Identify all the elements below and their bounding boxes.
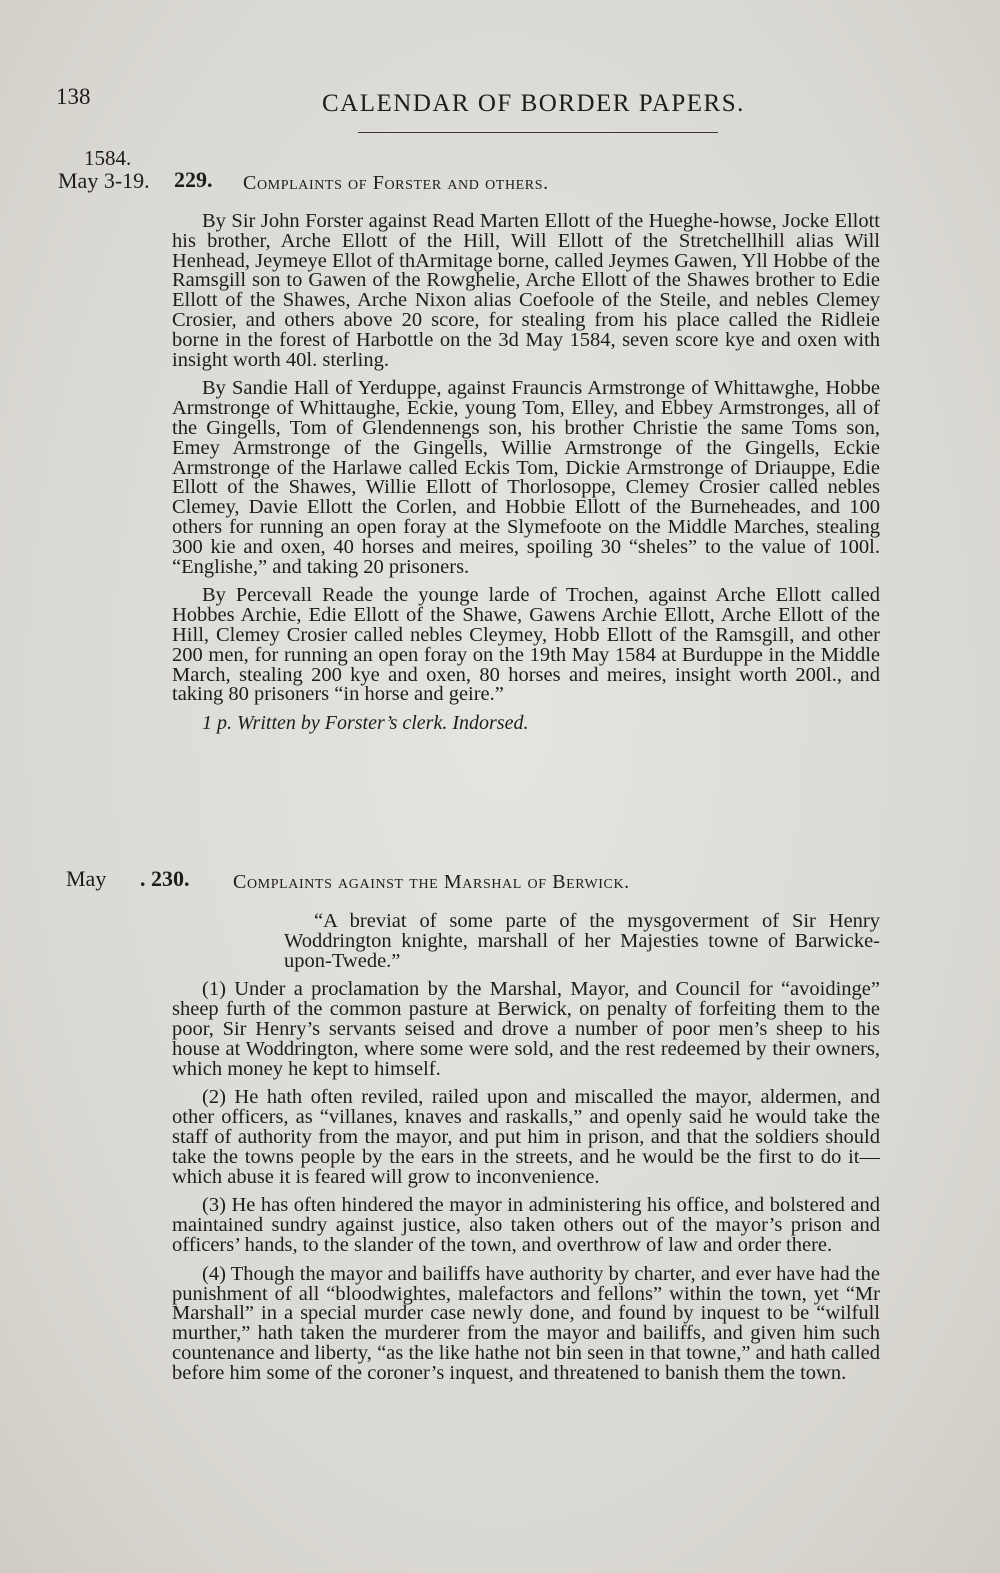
entry-number: . 230.: [140, 866, 190, 891]
entry-paragraph: By Sir John Forster against Read Marten Ellott of the Hueghe-howse, Jocke Ellott his brother, Arche Ellott of the Hill, Will Ellott of the Stretchellhill alias Will Henhead, Jeymeye Ellot of thArmitage borne, called Jeymes Gawen, Yll Hobbe of the Ramsgill son to Gawen of the Rowghelie, Arche Ellott of the Shawes brother to Edie Ellott of the Shawes, Arche Nixon alias Coefoole of the Steile, and nebles Clemey Crosier, and others above 20 score, for stealing from his place called the Ridleie borne in the forest of Harbottle on the 3d May 1584, seven score kye and oxen with insight worth 40l. sterling.: [172, 210, 880, 371]
entry-note: 1 p. Written by Forster’s clerk. Indorsed.: [202, 712, 529, 735]
entry-body: [172, 212, 880, 743]
year-label: 1584.: [84, 146, 132, 170]
entry-title: Complaints against the Marshal of Berwick.: [233, 871, 630, 893]
entry-date: May 3-19.: [58, 168, 150, 193]
entry-title: Complaints of Forster and others.: [243, 172, 549, 194]
entry-quote: “A breviat of some parte of the mysgoverment of Sir Henry Woddrington knighte, marshall of her Majesties towne of Barwicke-upon-Twede.”: [284, 910, 880, 972]
running-title: CALENDAR OF BORDER PAPERS.: [322, 90, 745, 117]
running-head: [56, 84, 936, 124]
header-rule: [358, 132, 718, 133]
entry-paragraph: (4) Though the mayor and bailiffs have authority by charter, and ever have had the punishment of all “bloodwightes, malefactors and fellons” within the town, yet “Mr Marshall” in a special murder case newly done, and found by inquest to be “wilfull murther,” hath taken the murderer from the mayor and bailiffs, and given him such countenance and liberty, “as the like hathe not bin seen in that towne,” and hath called before him some of the coroner’s inquest, and threatened to banish them the town.: [172, 1262, 880, 1384]
entry-paragraph: (1) Under a proclamation by the Marshal, Mayor, and Council for “avoidinge” sheep furth of the common pasture at Berwick, on penalty of forfeiting them to the poor, Sir Henry’s servants seised and drove a number of poor men’s sheep to his house at Woddrington, where some were sold, and the rest redeemed by their owners, which money he kept to himself.: [172, 978, 880, 1080]
entry-number: 229.: [174, 167, 213, 192]
entry-body: [172, 912, 880, 1393]
entry-paragraph: By Sandie Hall of Yerduppe, against Frauncis Armstronge of Whittawghe, Hobbe Armstronge of Whittaughe, Eckie, young Tom, Elley, and Ebbey Armstronges, all of the Gingells, Tom of Glendennengs son, his brother Christie the same Toms son, Emey Armstronge of the Gingells, Willie Armstronge of the Gingells, Eckie Armstronge of the Harlawe called Eckis Tom, Dickie Armstronge of Driauppe, Edie Ellott of the Shawes, Willie Ellott of Thorlosoppe, Clemey Crosier called nebles Clemey, Davie Ellott the Corlen, and Hobbie Ellott of the Burneheades, and 100 others for running an open foray at the Slymefoote on the Middle Marches, stealing 300 kie and oxen, 40 horses and meires, spoiling 30 “sheles” to the value of 100l. “Englishe,” and taking 20 prisoners.: [172, 377, 880, 578]
entry-date: May: [66, 866, 107, 891]
entry-paragraph: (2) He hath often reviled, railed upon and miscalled the mayor, aldermen, and other officers, as “villanes, knaves and raskalls,” and openly said he would take the staff of authority from the mayor, and put him in prison, and that the soldiers should take the towns people by the ears in the streets, and he would be the first to do it—which abuse it is feared will grow to inconvenience.: [172, 1086, 880, 1188]
entry-paragraph: (3) He has often hindered the mayor in administering his office, and bolstered and maintained sundry against justice, also taken others out of the mayor’s prison and officers’ hands, to the slander of the town, and overthrow of law and order there.: [172, 1194, 880, 1256]
entry-paragraph: By Percevall Reade the younge larde of Trochen, against Arche Ellott called Hobbes Archie, Edie Ellott of the Shawe, Gawens Archie Ellott, Arche Ellott of the Hill, Clemey Crosier called nebles Cleymey, Hobb Ellott of the Ramsgill, and other 200 men, for running an open foray on the 19th May 1584 at Burduppe in the Middle March, stealing 200 kye and oxen, 80 horses and meires, insight worth 200l., and taking 80 prisoners “in horse and geire.”: [172, 584, 880, 706]
page-number: 138: [56, 84, 91, 109]
